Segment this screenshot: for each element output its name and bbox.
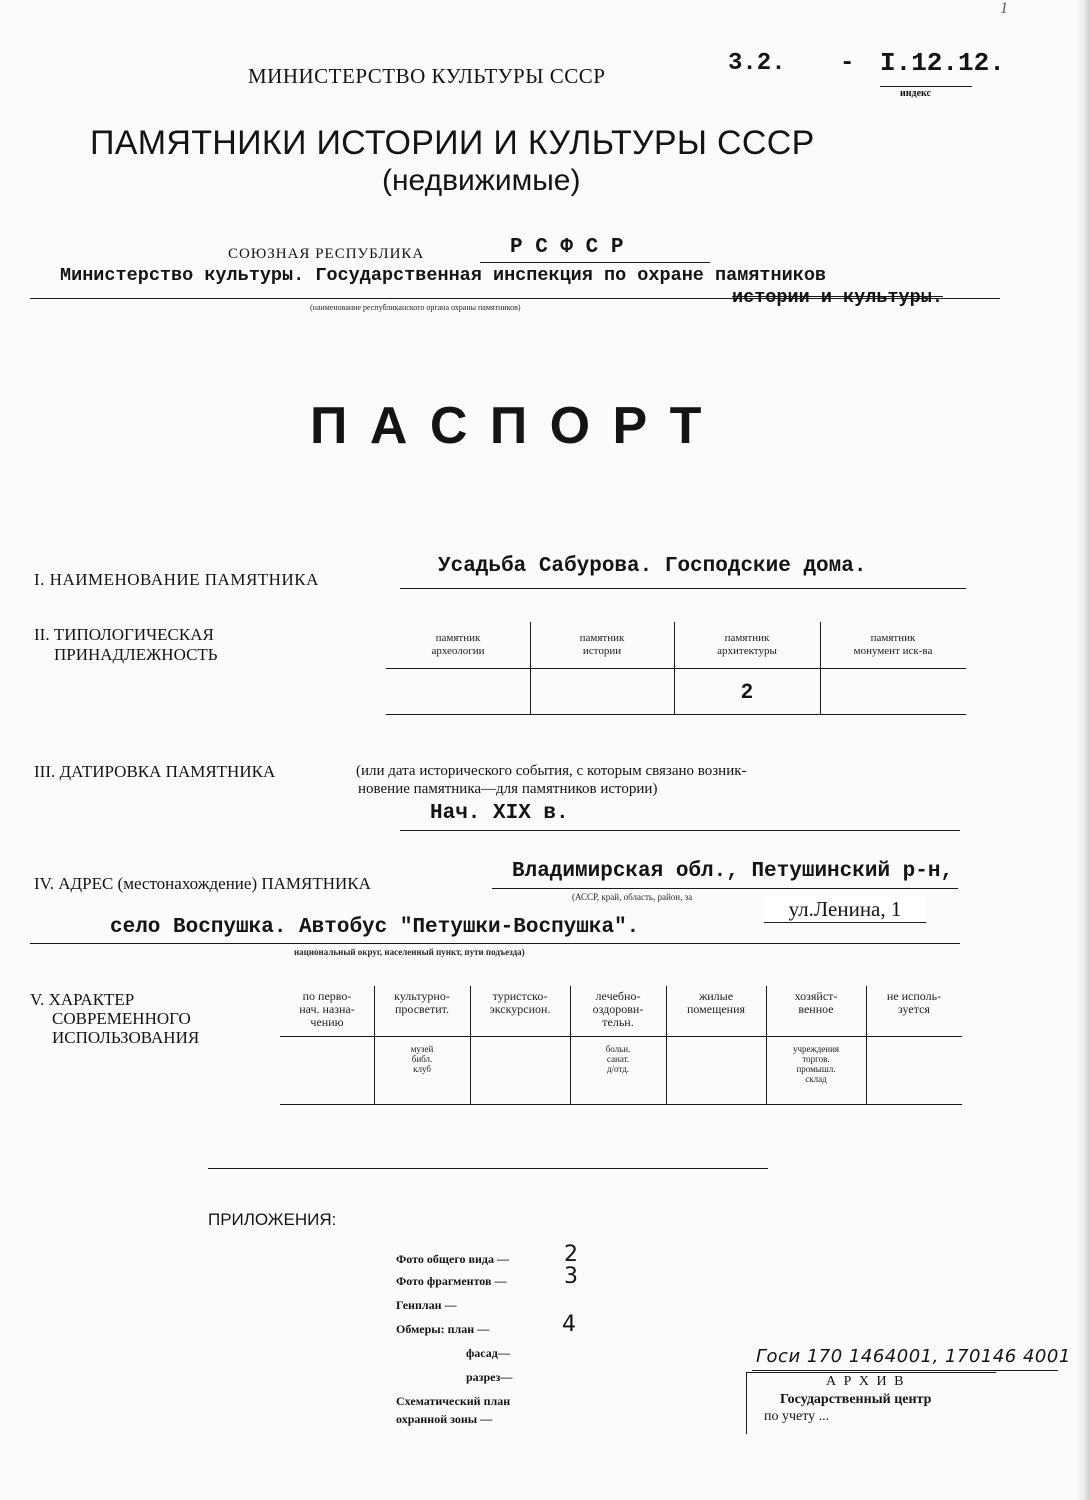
section3-note-line1: (или дата исторического события, с которым связано возник- [356,763,747,779]
title-line1: ПАМЯТНИКИ ИСТОРИИ И КУЛЬТУРЫ СССР [90,124,815,162]
usage-header-6: не исполь- зуется [886,989,942,1016]
section5-label-line1: V. ХАРАКТЕР [30,990,135,1009]
appendix-item-label-0: Фото общего вида — [396,1252,509,1266]
address-caption2: национальный округ, населенный пункт, пути подъезда) [294,947,525,957]
index-dash: - [840,50,855,77]
ministry-header: МИНИСТЕРСТВО КУЛЬТУРЫ СССР [248,64,606,88]
section3-note-line2: новение памятника—для памятников истории) [358,781,658,797]
section4-label: IV. АДРЕС (местонахождение) ПАМЯТНИКА [34,874,371,893]
usage-header-5: хозяйст- венное [794,989,838,1016]
index-number: I.12.12. [880,48,1005,78]
typology-value-2: 2 [741,680,753,703]
section5-label-line2: СОВРЕМЕННОГО [52,1009,191,1028]
appendix-item-label-3: Обмеры: план — [396,1322,490,1336]
usage-header-2: туристско- экскурсион. [489,989,551,1016]
archive-stamp-line1: Государственный центр [780,1392,932,1407]
archive-handwritten-number: Госи 170 1464001, 170146 4001 [756,1346,1071,1367]
monument-name: Усадьба Сабурова. Господские дома. [438,555,867,578]
typology-header-3: памятник монумент иск-ва [853,632,933,657]
dating-value: Нач. XIX в. [430,802,569,825]
organ-line1: Министерство культуры. Государственная инспекция по охране памятников [60,265,827,286]
appendix-item-label-4: фасад— [466,1346,510,1360]
appendix-item-value-0: 2 [564,1242,578,1267]
address-line2: село Воспушка. Автобус "Петушки-Воспушка". [110,916,640,939]
section2-label-line1: II. ТИПОЛОГИЧЕСКАЯ [34,625,214,644]
organ-caption: (наименование республиканского органа охраны памятников) [310,303,521,312]
page-mark: 1 [1000,0,1008,17]
usage-value-1: музей библ. клуб [410,1044,434,1074]
usage-header-0: по перво- нач. назна- чению [299,989,355,1029]
appendix-title: ПРИЛОЖЕНИЯ: [208,1210,337,1229]
usage-header-3: лечебно- оздорови- тельн. [592,989,644,1029]
usage-header-4: жилые помещения [686,989,746,1016]
address-line1: Владимирская обл., Петушинский р-н, [512,860,954,883]
typology-header-1: памятник истории [579,632,625,657]
usage-header-1: культурно- просветит. [394,989,450,1016]
appendix-item-value-3: 4 [562,1312,576,1337]
archive-stamp-line2: по учету ... [764,1409,830,1424]
typology-header-2: памятник архитектуры [717,632,777,657]
appendix-item-label-2: Генплан — [396,1298,457,1312]
page-edge-shadow [1076,0,1090,1500]
index-label: индекс [900,88,931,99]
passport-title: П А С П О Р Т [310,397,706,455]
index-code: 3.2. [728,50,786,77]
section3-label: III. ДАТИРОВКА ПАМЯТНИКА [34,762,276,781]
archive-stamp-title: А Р Х И В [826,1374,906,1389]
appendix-item-label-6: Схематический план [396,1394,511,1408]
appendix-item-value-1: 3 [564,1264,578,1289]
title-line2: (недвижимые) [382,164,581,197]
appendix-item-label-1: Фото фрагментов — [396,1274,507,1288]
section5-label-line3: ИСПОЛЬЗОВАНИЯ [52,1028,200,1047]
republic-label: СОЮЗНАЯ РЕСПУБЛИКА [228,246,425,262]
usage-value-5: учреждения торгов. промышл. склад [792,1044,840,1084]
appendix-item-label-5: разрез— [466,1370,513,1384]
typology-header-0: памятник археологии [431,632,485,657]
republic-value: Р С Ф С Р [510,236,624,259]
organ-line2: истории и культуры. [732,287,943,308]
section2-label-line2: ПРИНАДЛЕЖНОСТЬ [54,645,218,664]
pasted-street-label: ул.Ленина, 1 [764,896,926,923]
section1-label: I. НАИМЕНОВАНИЕ ПАМЯТНИКА [34,570,319,589]
address-caption1: (АССР, край, область, район, за [572,892,693,902]
appendix-item-label-7: охранной зоны — [396,1412,493,1426]
usage-value-3: больн. санат. д/отд. [605,1044,631,1074]
